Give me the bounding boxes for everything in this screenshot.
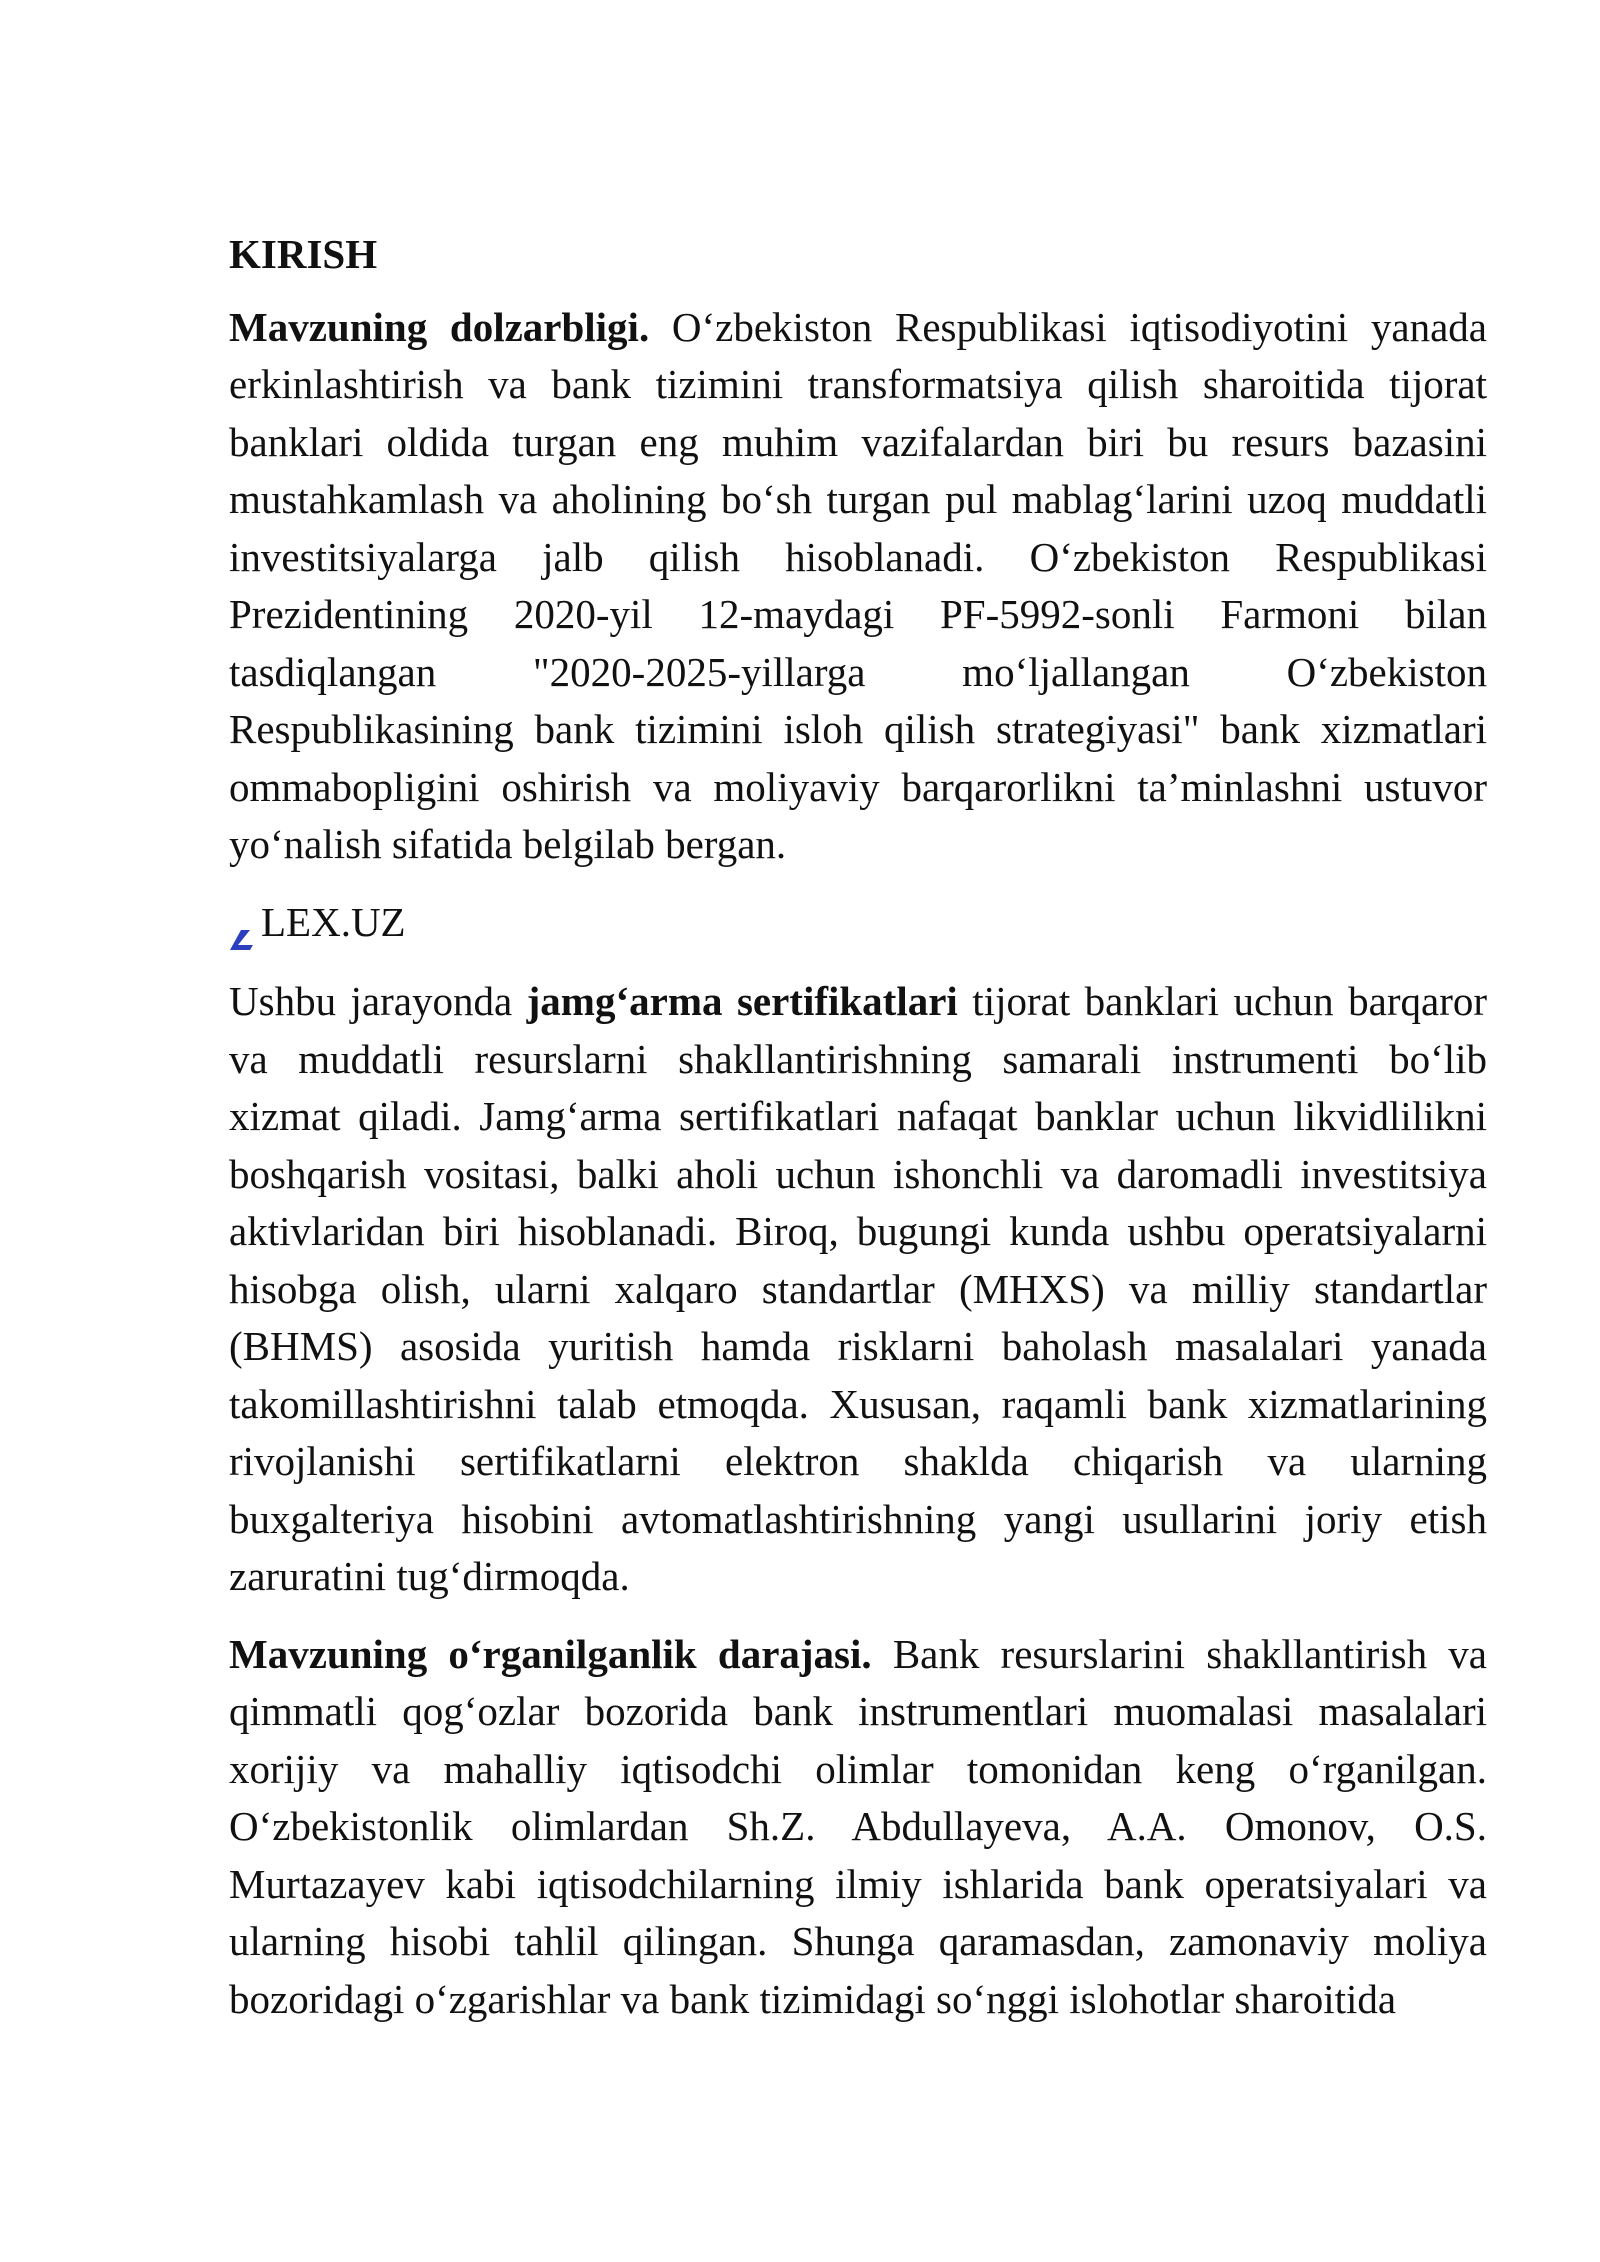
document-body [229, 226, 1487, 2048]
paragraph-text-certificates-before: Ushbu jarayonda [229, 978, 527, 1024]
paragraph-lead-research-level: Mavzuning o‘rganilganlik darajasi. [229, 1630, 872, 1677]
paragraph-certificates [229, 973, 1487, 1606]
paragraph-bold-certificates: jamg‘arma sertifikatlari [526, 978, 958, 1024]
paragraph-research-level [229, 1626, 1487, 2029]
lex-uz-label: LEX.UZ [261, 898, 406, 945]
paragraph-relevance [229, 299, 1487, 874]
paragraph-text-certificates-after: tijorat banklari uchun barqaror va muddatli resurslarni shakllantirishning samarali instrumenti bo‘lib xizmat qiladi. Jamg‘arma sertifikatlari nafaqat banklar uchun likvidlilikni boshqarish vositasi, balki aholi uchun ishonchli va daromadli investitsiya aktivlaridan biri hisoblanadi. Biroq, bugungi kunda ushbu operatsiyalarni hisobga olish, ularni xalqaro standartlar (MHXS) va milliy standartlar (BHMS) asosida yuritish hamda risklarni baholash masalalari yanada takomillashtirishni talab etmoqda. Xususan, raqamli bank xizmatlarining rivojlanishi sertifikatlarni elektron shaklda chiqarish va ularning buxgalteriya hisobini avtomatlashtirishning yangi usullarini joriy etish zaruratini tug‘dirmoqda. [229, 978, 1488, 1599]
lex-uz-source-link[interactable] [229, 894, 1487, 952]
section-heading: KIRISH [229, 231, 378, 277]
lex-uz-logo-icon [229, 910, 259, 934]
paragraph-text-research-level: Bank resurslarini shakllantirish va qimmatli qog‘ozlar bozorida bank instrumentlari muomalasi masalalari xorijiy va mahalliy iqtisodchi olimlar tomonidan keng o‘rganilgan. O‘zbekistonlik olimlardan Sh.Z. Abdullayeva, A.A. Omonov, O.S. Murtazayev kabi iqtisodchilarning ilmiy ishlarida bank operatsiyalari va ularning hisobi tahlil qilingan. Shunga qaramasdan, zamonaviy moliya bozoridagi o‘zgarishlar va bank tizimidagi so‘nggi islohotlar sharoitida [229, 1630, 1487, 2022]
paragraph-text-relevance: O‘zbekiston Respublikasi iqtisodiyotini yanada erkinlashtirish va bank tizimini transformatsiya qilish sharoitida tijorat banklari oldida turgan eng muhim vazifalardan biri bu resurs bazasini mustahkamlash va aholining bo‘sh turgan pul mablag‘larini uzoq muddatli investitsiyalarga jalb qilish hisoblanadi. O‘zbekiston Respublikasi Prezidentining 2020-yil 12-maydagi PF-5992-sonli Farmoni bilan tasdiqlangan "2020-2025-yillarga mo‘ljallangan O‘zbekiston Respublikasining bank tizimini isloh qilish strategiyasi" bank xizmatlari ommabopligini oshirish va moliyaviy barqarorlikni ta’minlashni ustuvor yo‘nalish sifatida belgilab bergan. [229, 303, 1487, 867]
paragraph-lead-relevance: Mavzuning dolzarbligi. [229, 303, 650, 350]
